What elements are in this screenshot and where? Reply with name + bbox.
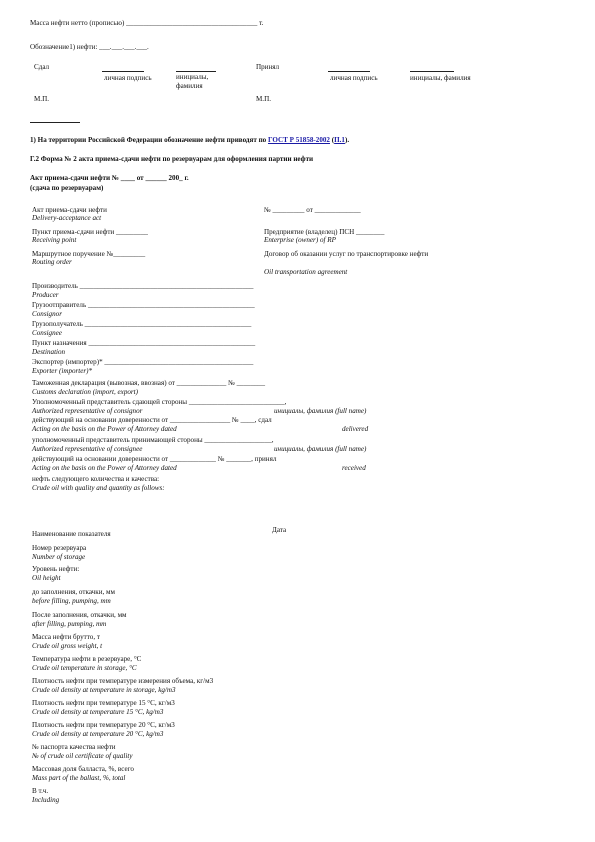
indicator-column-header: Наименование показателя — [32, 530, 111, 538]
row-ru: Номер резервуара — [32, 544, 87, 552]
customs-declaration-ru: Таможенная декларация (вывозная, ввозная) от ______________ № ________ — [32, 379, 266, 387]
initials-surname-caption-2: инициалы, фамилия — [410, 74, 471, 82]
clause-link[interactable]: П.1 — [334, 136, 345, 144]
row-ru: Плотность нефти при температуре 15 °С, кг/м3 — [32, 699, 175, 707]
quality-quantity-en: Crude oil with quality and quantity as follows: — [32, 484, 165, 492]
delivered-label: delivered — [342, 425, 369, 433]
row-ru: Массовая доля балласта, %, всего — [32, 765, 134, 773]
producer-ru: Производитель _________________________________________________ — [32, 282, 254, 290]
row-en: Crude oil temperature in storage, °C — [32, 664, 137, 672]
consignor-en: Consignor — [32, 310, 62, 318]
handed-over-label: Сдал — [34, 63, 50, 71]
row-en: before filling, pumping, mm — [32, 597, 111, 605]
rep-consignor-ru: Уполномоченный представитель сдающей стороны ___________________________, — [32, 398, 287, 406]
row-en: Crude oil gross weight, t — [32, 642, 103, 650]
accepted-label: Принял — [256, 63, 280, 71]
stamp-label-1: М.П. — [34, 95, 49, 103]
signature-line-4 — [410, 71, 454, 72]
row-en: Including — [32, 796, 60, 804]
row-ru: Масса нефти брутто, т — [32, 633, 100, 641]
net-mass-line: Масса нефти нетто (прописью) _____________________________________ т. — [30, 19, 264, 27]
exporter-en: Exporter (importer)* — [32, 367, 93, 375]
poa-consignor-ru: действующий на основании доверенности от _________________ № ____, сдал — [32, 416, 272, 424]
row-ru: № паспорта качества нефти — [32, 743, 116, 751]
quality-quantity-ru: нефть следующего количества и качества: — [32, 475, 160, 483]
personal-signature-caption-2: личная подпись — [330, 74, 378, 82]
footnote-separator — [30, 122, 80, 123]
act-subtitle: (сдача по резервуарам) — [30, 184, 104, 192]
consignee-ru: Грузополучатель _______________________________________________ — [32, 320, 252, 328]
footnote-prefix: 1) На территории Российской Федерации обозначение нефти приводят по — [30, 136, 269, 144]
enterprise-ru: Предприятие (владелец) ПСН ________ — [264, 228, 385, 236]
row-en: Crude oil density at temperature 15 °C, kg/m3 — [32, 708, 164, 716]
row-en: after filling, pumping, mm — [32, 620, 107, 628]
poa-consignee-en: Acting on the basis on the Power of Attorney dated — [32, 464, 177, 472]
row-en: Oil height — [32, 574, 61, 582]
consignor-full-name-caption: инициалы, фамилия (full name) — [274, 407, 367, 415]
act-label-ru: Акт приема-сдачи нефти — [32, 206, 107, 214]
row-ru: В т.ч. — [32, 787, 49, 795]
gost-link[interactable]: ГОСТ Р 51858-2002 — [268, 136, 330, 144]
initials-surname-caption-1: инициалы, фамилия — [176, 73, 209, 91]
row-en: Crude oil density at temperature in storage, kg/m3 — [32, 686, 176, 694]
routing-order-en: Routing order — [32, 258, 72, 266]
signature-line-3 — [328, 71, 370, 72]
poa-consignee-ru: действующий на основании доверенности от _____________ № _______, принял — [32, 455, 277, 463]
footnote-end: ). — [344, 136, 350, 144]
rep-consignee-en: Authorized representative of consignee — [32, 445, 143, 453]
receiving-point-en: Receiving point — [32, 236, 77, 244]
signature-line-1 — [102, 71, 144, 72]
stamp-label-2: М.П. — [256, 95, 271, 103]
signature-line-2 — [176, 71, 216, 72]
destination-ru: Пункт назначения _______________________________________________ — [32, 339, 256, 347]
personal-signature-caption-1: личная подпись — [104, 74, 152, 82]
consignor-ru: Грузоотправитель _______________________________________________ — [32, 301, 255, 309]
received-label: received — [342, 464, 366, 472]
producer-en: Producer — [32, 291, 59, 299]
destination-en: Destination — [32, 348, 66, 356]
customs-declaration-en: Customs declaration (import, export) — [32, 388, 139, 396]
consignee-en: Consignee — [32, 329, 62, 337]
rep-consignee-ru: уполномоченный представитель принимающей стороны ___________________, — [32, 436, 274, 444]
act-number-date: № _________ от _____________ — [264, 206, 361, 214]
row-en: Number of storage — [32, 553, 86, 561]
poa-consignor-en: Acting on the basis on the Power of Attorney dated — [32, 425, 177, 433]
row-ru: Плотность нефти при температуре измерения объема, кг/м3 — [32, 677, 214, 685]
receiving-point-ru: Пункт приема-сдачи нефти _________ — [32, 228, 148, 236]
row-en: Crude oil density at temperature 20 °C, kg/m3 — [32, 730, 164, 738]
footnote-suffix: ( — [329, 136, 335, 144]
row-ru: После заполнения, откачки, мм — [32, 611, 127, 619]
row-ru: Плотность нефти при температуре 20 °С, кг/м3 — [32, 721, 175, 729]
transport-contract-ru: Договор об оказании услуг по транспортировке нефти — [264, 250, 429, 258]
row-ru: Уровень нефти: — [32, 565, 80, 573]
routing-order-ru: Маршрутное поручение №_________ — [32, 250, 146, 258]
consignee-full-name-caption: инициалы, фамилия (full name) — [274, 445, 367, 453]
row-ru: Температура нефти в резервуаре, °С — [32, 655, 142, 663]
row-ru: до заполнения, откачки, мм — [32, 588, 116, 596]
appendix-title: Г.2 Форма № 2 акта приема-сдачи нефти по резервуарам для оформления партии нефти — [30, 155, 314, 163]
exporter-ru: Экспортер (импортер)* __________________________________________ — [32, 358, 254, 366]
transport-contract-en: Oil transportation agreement — [264, 268, 348, 276]
row-en: Mass part of the ballast, %, total — [32, 774, 126, 782]
footnote — [30, 137, 349, 144]
act-label-en: Delivery-acceptance act — [32, 214, 102, 222]
rep-consignor-en: Authorized representative of consignor — [32, 407, 143, 415]
enterprise-en: Enterprise (owner) of RP — [264, 236, 336, 244]
act-title: Акт приема-сдачи нефти № ____ от ______ 200_ г. — [30, 174, 189, 182]
row-en: № of crude oil certificate of quality — [32, 752, 133, 760]
oil-designation-line: Обозначение1) нефти: ___.___.___.___. — [30, 43, 149, 51]
date-column-header: Дата — [272, 526, 287, 534]
